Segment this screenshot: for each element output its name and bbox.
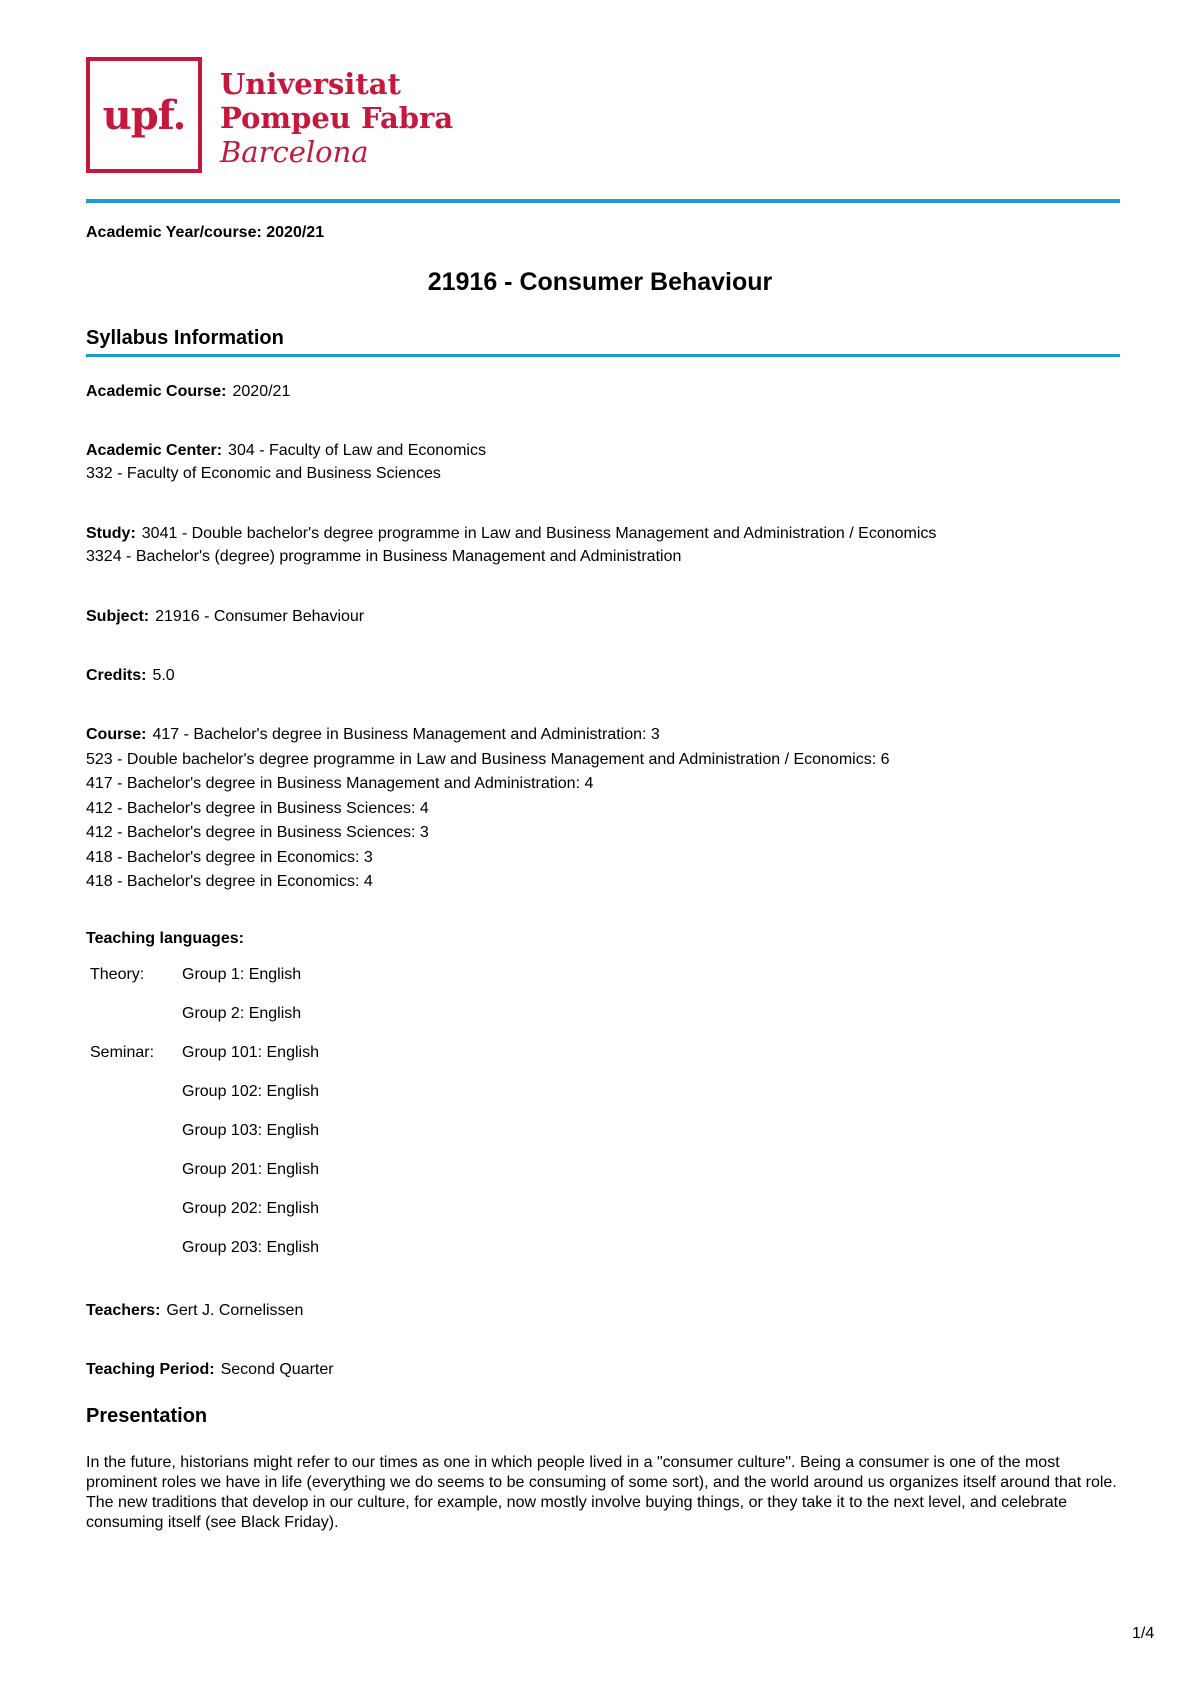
language-group: Group 1: English [182,965,302,983]
course-field [86,723,890,895]
teachers-value: Gert J. Cornelissen [166,1302,304,1319]
course-label: Course: [86,726,147,743]
teaching-period-field [86,1358,334,1381]
academic-center-label: Academic Center: [86,442,223,459]
page-number: 1/4 [1132,1625,1155,1642]
language-row [90,1150,319,1189]
course-extra-line: 412 - Bachelor's degree in Business Sciences: 3 [86,824,429,841]
credits-value: 5.0 [152,667,175,684]
academic-center-extra: 332 - Faculty of Economic and Business Sciences [86,465,441,482]
academic-center-value: 304 - Faculty of Law and Economics [228,442,486,459]
presentation-text: In the future, historians might refer to our times as one in which people lived in a "consumer culture". Being a consumer is one of the most prominent roles we have in life (everything we do seems to be consuming of some sort), and the world around us organizes itself around that role. The new traditions that develop in our culture, for example, now mostly involve buying things, or they take it to the next level, and celebrate consuming itself (see Black Friday). [86,1454,1117,1531]
language-group: Group 201: English [182,1160,319,1178]
course-extra-line: 418 - Bachelor's degree in Economics: 3 [86,848,373,866]
teaching-period-label: Teaching Period: [86,1361,215,1378]
logo-line-1: Universitat [220,67,401,101]
study-value: 3041 - Double bachelor's degree programme in Law and Business Management and Administration / Economics [141,525,937,542]
upf-logo-mark-text: upf. [102,91,186,139]
academic-course-field [86,380,290,403]
language-group: Group 103: English [182,1121,319,1139]
teaching-languages-table [90,955,319,1267]
language-row [90,955,319,994]
upf-logo [86,57,453,173]
academic-course-value: 2020/21 [232,383,291,400]
credits-label: Credits: [86,667,147,684]
language-row [90,1111,319,1150]
language-type [90,1228,182,1267]
course-value: 417 - Bachelor's degree in Business Management and Administration: 3 [152,726,660,743]
language-group: Group 202: English [182,1199,319,1217]
course-extra-line: 523 - Double bachelor's degree programme in Law and Business Management and Administration / Economics: 6 [86,750,890,768]
language-type [90,1072,182,1111]
subject-label: Subject: [86,608,150,625]
upf-logo-wordmark [220,67,453,169]
teachers-field [86,1299,303,1322]
language-group: Group 101: English [182,1043,319,1061]
language-row [90,1033,319,1072]
course-extra-line: 417 - Bachelor's degree in Business Management and Administration: 4 [86,775,594,792]
teaching-languages-label: Teaching languages: [86,930,244,947]
teachers-label: Teachers: [86,1302,161,1319]
study-field [86,522,936,568]
language-type: Theory: [90,965,145,983]
language-row [90,1189,319,1228]
study-extra: 3324 - Bachelor's (degree) programme in Business Management and Administration [86,548,682,565]
logo-line-3: Barcelona [220,135,369,169]
subject-field [86,605,364,628]
teaching-period-value: Second Quarter [220,1361,334,1378]
language-type: Seminar: [90,1043,155,1061]
course-extra-line: 418 - Bachelor's degree in Economics: 4 [86,873,373,890]
teaching-languages-label-row [86,927,250,950]
page-title: 21916 - Consumer Behaviour [427,268,773,296]
logo-line-2: Pompeu Fabra [220,101,454,135]
language-row [90,994,319,1033]
course-extra-line: 412 - Bachelor's degree in Business Sciences: 4 [86,799,429,817]
syllabus-divider [86,354,1120,357]
language-type [90,1111,182,1150]
subject-value: 21916 - Consumer Behaviour [155,608,365,625]
language-group: Group 2: English [182,1004,302,1022]
academic-year: Academic Year/course: 2020/21 [86,224,325,241]
upf-logo-mark [86,57,202,173]
academic-center-field [86,439,486,485]
header-divider [86,199,1120,203]
language-group: Group 102: English [182,1082,319,1100]
language-type [90,1150,182,1189]
study-label: Study: [86,525,136,542]
language-row [90,1228,319,1267]
language-row [90,1072,319,1111]
presentation-heading: Presentation [86,1405,208,1427]
language-type [90,994,182,1033]
syllabus-heading: Syllabus Information [86,327,284,349]
language-type [90,1189,182,1228]
academic-course-label: Academic Course: [86,383,227,400]
credits-field [86,664,175,687]
language-group: Group 203: English [182,1238,319,1256]
